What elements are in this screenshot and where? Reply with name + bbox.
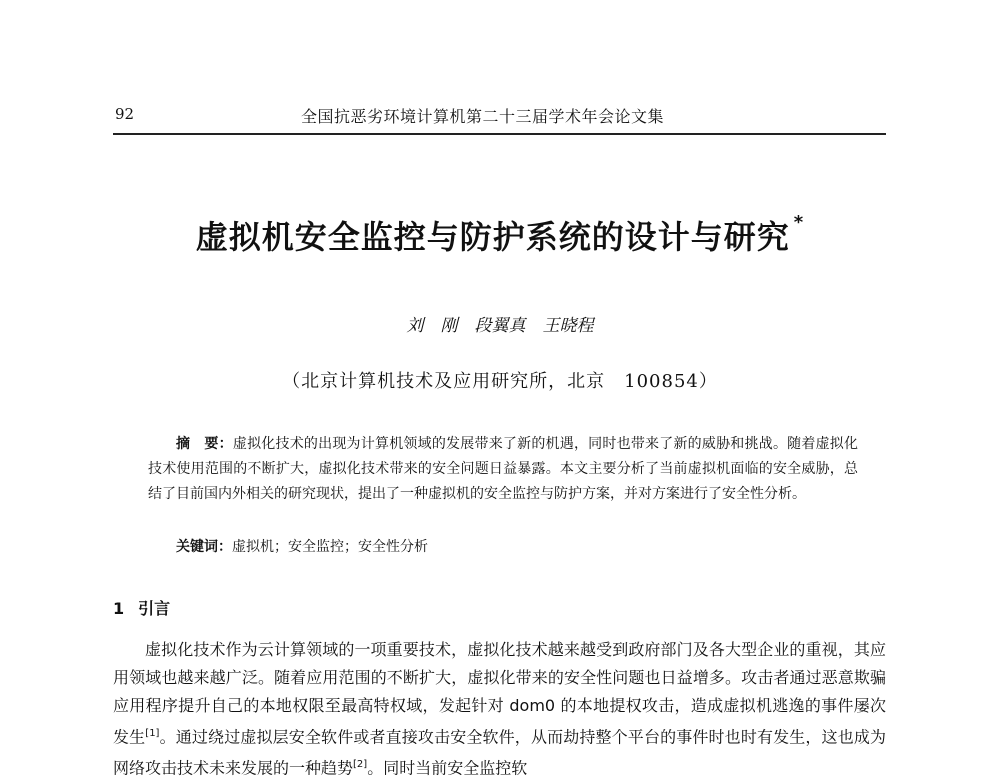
body-part-3: 。同时当前安全监控软 (367, 758, 528, 778)
abstract-text: 虚拟化技术的出现为计算机领域的发展带来了新的机遇，同时也带来了新的威胁和挑战。随着虚拟化技术使用范围的不断扩大，虚拟化技术带来的安全问题日益暴露。本文主要分析了当前虚拟机面临的安全威胁，总结了目前国内外相关的研究现状，提出了一种虚拟机的安全监控与防护方案，并对方案进行了安全性分析。 (148, 436, 859, 502)
citation-2: [2] (353, 759, 368, 771)
page-number: 92 (115, 105, 135, 123)
title-footnote-marker: * (793, 212, 805, 234)
keywords-text: 虚拟机；安全监控；安全性分析 (232, 539, 428, 555)
section-number: 1 (113, 599, 125, 618)
keywords (176, 536, 428, 556)
keywords-label: 关键词： (176, 539, 232, 555)
running-head: 全国抗恶劣环境计算机第二十三届学术年会论文集 (301, 107, 665, 126)
paper-title-text: 虚拟机安全监控与防护系统的设计与研究 (195, 218, 790, 256)
section-title: 引言 (138, 599, 171, 618)
authors: 刘 刚 段翼真 王晓程 (406, 316, 594, 336)
affiliation: （北京计算机技术及应用研究所，北京 100854） (282, 371, 718, 392)
body-text (113, 636, 886, 783)
abstract (148, 432, 858, 507)
abstract-label: 摘 要： (176, 436, 233, 452)
body-paragraph (113, 636, 886, 783)
page-header (113, 97, 886, 135)
body-part-2: 。通过绕过虚拟层安全软件或者直接攻击安全软件，从而劫持整个平台的事件时也时有发生，这也成为网络攻击技术未来发展的一种趋势 (113, 727, 886, 778)
section-heading (113, 596, 170, 619)
paper-title (0, 212, 1000, 258)
body-part-1: 虚拟化技术作为云计算领域的一项重要技术，虚拟化技术越来越受到政府部门及各大型企业的重视，其应用领域也越来越广泛。随着应用范围的不断扩大，虚拟化带来的安全性问题也日益增多。攻击者通过恶意欺骗应用程序提升自己的本地权限至最高特权域，发起针对 dom0 的本地提权攻击，造成虚拟机逃逸的事件屡次发生 (113, 640, 886, 747)
citation-1: [1] (145, 728, 160, 739)
